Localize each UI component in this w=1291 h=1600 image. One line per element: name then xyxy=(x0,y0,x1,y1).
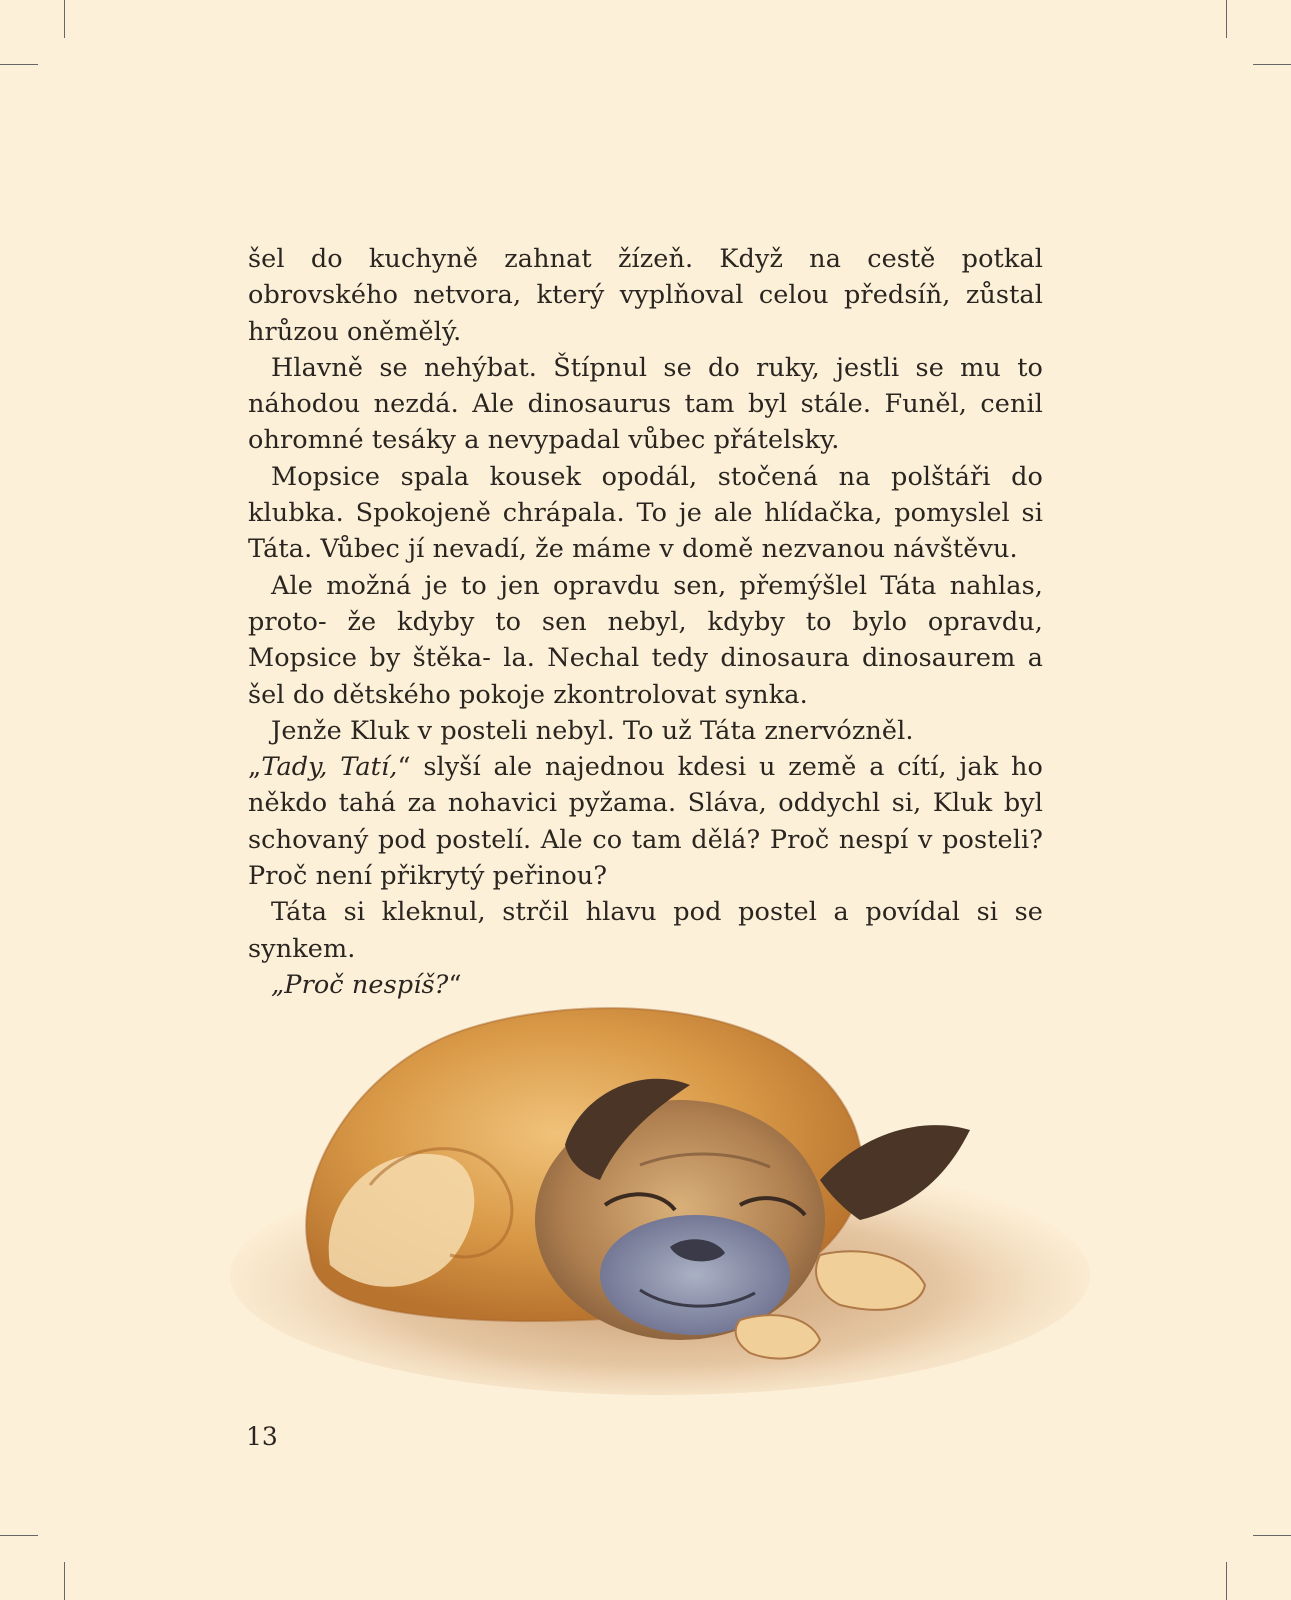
sleeping-pug-illustration xyxy=(220,955,1090,1405)
crop-mark xyxy=(0,1535,38,1536)
paragraph: šel do kuchyně zahnat žízeň. Když na cestě potkal obrovského netvora, který vyplňoval celou předsíň, zůstal hrůzou oněmělý. xyxy=(248,244,1043,347)
paragraph: Táta si kleknul, strčil hlavu pod postel a povídal si se synkem. xyxy=(248,897,1043,964)
crop-mark xyxy=(1226,0,1227,38)
crop-mark xyxy=(1253,1535,1291,1536)
crop-mark xyxy=(64,1562,65,1600)
dialogue-text: slyší ale najednou kdesi u země a cítí, jak ho někdo tahá za nohavici pyžama. Sláva, oddychl si, Kluk byl schovaný pod postelí. Ale co tam dělá? Proč nespí v posteli? Proč není přikrytý peřinou? xyxy=(248,752,1043,892)
dialogue-paragraph xyxy=(248,749,1043,894)
paragraph: Ale možná je to jen opravdu sen, přemýšlel Táta nahlas, proto- že kdyby to sen nebyl, kdyby to bylo opravdu, Mopsice by štěka- la. Nechal tedy dinosaura dinosaurem a šel do dětského pokoje zkontrolovat synka. xyxy=(248,570,1043,710)
quote-mark: “ xyxy=(397,752,411,783)
crop-mark xyxy=(0,64,38,65)
crop-mark xyxy=(1226,1562,1227,1600)
paragraph: Jenže Kluk v posteli nebyl. To už Táta znervózněl. xyxy=(271,715,914,746)
crop-mark xyxy=(1253,64,1291,65)
dialogue-italic: Tady, Tatí, xyxy=(261,752,398,783)
body-text xyxy=(248,241,1043,1003)
paragraph: Hlavně se nehýbat. Štípnul se do ruky, jestli se mu to náhodou nezdá. Ale dinosaurus tam byl stále. Funěl, cenil ohromné tesáky a nevypadal vůbec přátelsky. xyxy=(248,352,1043,456)
paragraph: Mopsice spala kousek opodál, stočená na polštáři do klubka. Spokojeně chrápala. To je ale hlídačka, pomyslel si Táta. Vůbec jí nevadí, že máme v domě nezvanou návštěvu. xyxy=(248,461,1043,565)
page-number: 13 xyxy=(246,1422,278,1451)
quote-mark: “ xyxy=(448,969,462,1000)
question-italic: „Proč nespíš? xyxy=(271,969,449,1000)
quote-mark: „ xyxy=(248,752,262,783)
crop-mark xyxy=(64,0,65,38)
